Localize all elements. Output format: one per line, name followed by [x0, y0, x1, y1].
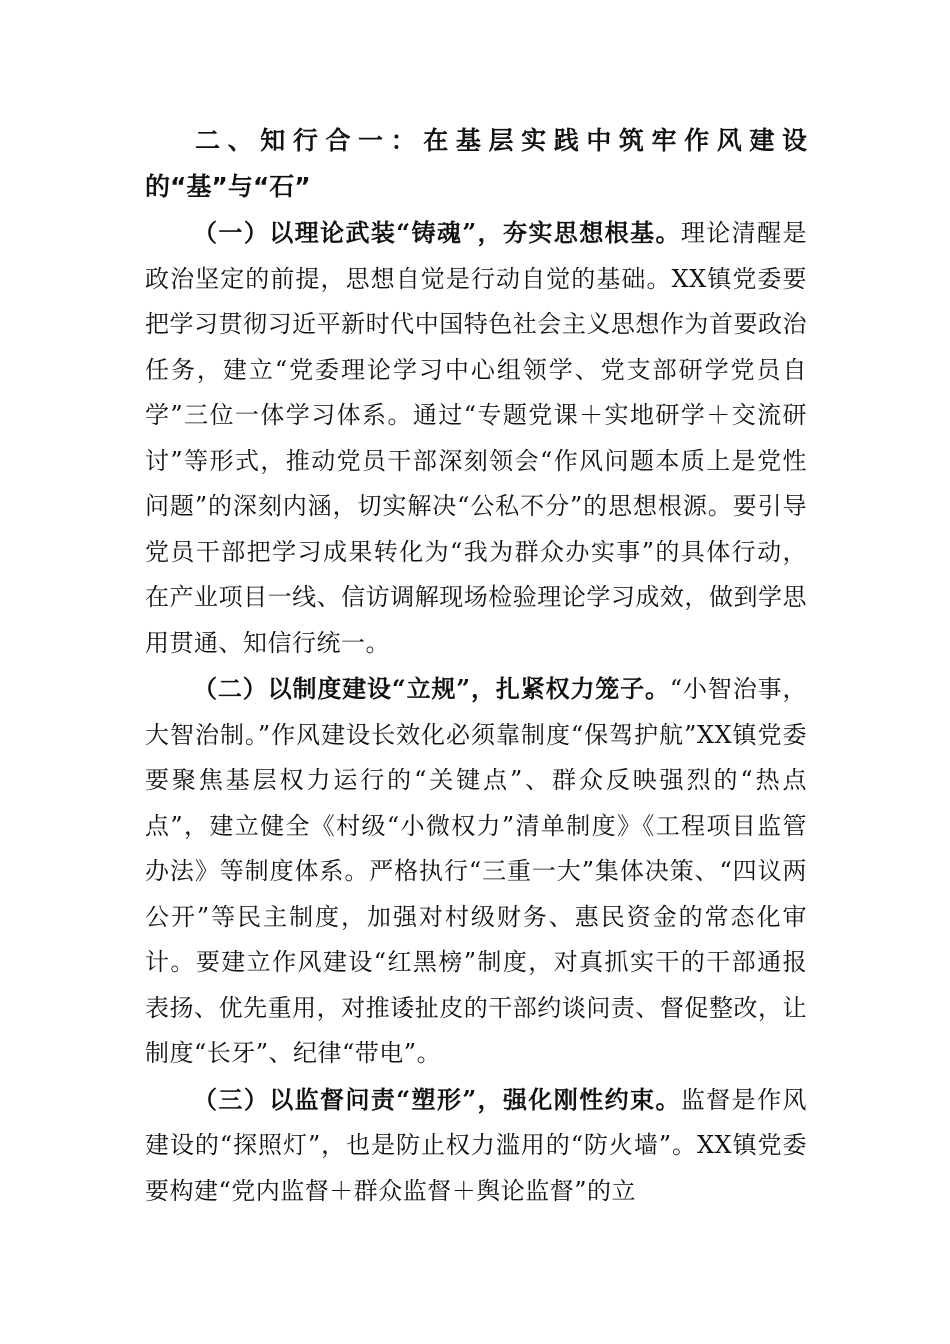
paragraph-1 [145, 210, 807, 666]
paragraph-2 [145, 666, 807, 1077]
paragraph-2-lead: （二）以制度建设“立规”，扎紧权力笼子。 [193, 674, 670, 703]
section-heading: 二、知行合一：在基层实践中筑牢作风建设的“基”与“石” [145, 126, 807, 201]
paragraph-1-lead: （一）以理论武装“铸魂”，夯实思想根基。 [193, 218, 681, 247]
paragraph-3-lead: （三）以监督问责“塑形”，强化刚性约束。 [193, 1084, 681, 1114]
paragraph-3-body: 监督是作风建设的“探照灯”，也是防止权力滥用的“防火墙”。XX镇党委要构建“党内监督＋群众监督＋舆论监督”的立 [145, 1085, 808, 1205]
document-body [145, 118, 807, 1214]
paragraph-1-body: 理论清醒是政治坚定的前提，思想自觉是行动自觉的基础。XX镇党委要把学习贯彻习近平新时代中国特色社会主义思想作为首要政治任务，建立“党委理论学习中心组领学、党支部研学党员自学”三位一体学习体系。通过“专题党课＋实地研学＋交流研讨”等形式，推动党员干部深刻领会“作风问题本质上是党性问题”的深刻内涵，切实解决“公私不分”的思想根源。要引导党员干部把学习成果转化为“我为群众办实事”的具体行动，在产业项目一线、信访调解现场检验理论学习成效，做到学思用贯通、知信行统一。 [145, 219, 808, 657]
paragraph-3 [145, 1077, 807, 1215]
paragraph-2-body: “小智治事，大智治制。”作风建设长效化必须靠制度“保驾护航”XX镇党委要聚焦基层权力运行的“关键点”、群众反映强烈的“热点点”，建立健全《村级“小微权力”清单制度》《工程项目监管办法》等制度体系。严格执行“三重一大”集体决策、“四议两公开”等民主制度，加强对村级财务、惠民资金的常态化审计。要建立作风建设“红黑榜”制度，对真抓实干的干部通报表扬、优先重用，对推诿扯皮的干部约谈问责、督促整改，让制度“长牙”、纪律“带电”。 [145, 675, 807, 1067]
